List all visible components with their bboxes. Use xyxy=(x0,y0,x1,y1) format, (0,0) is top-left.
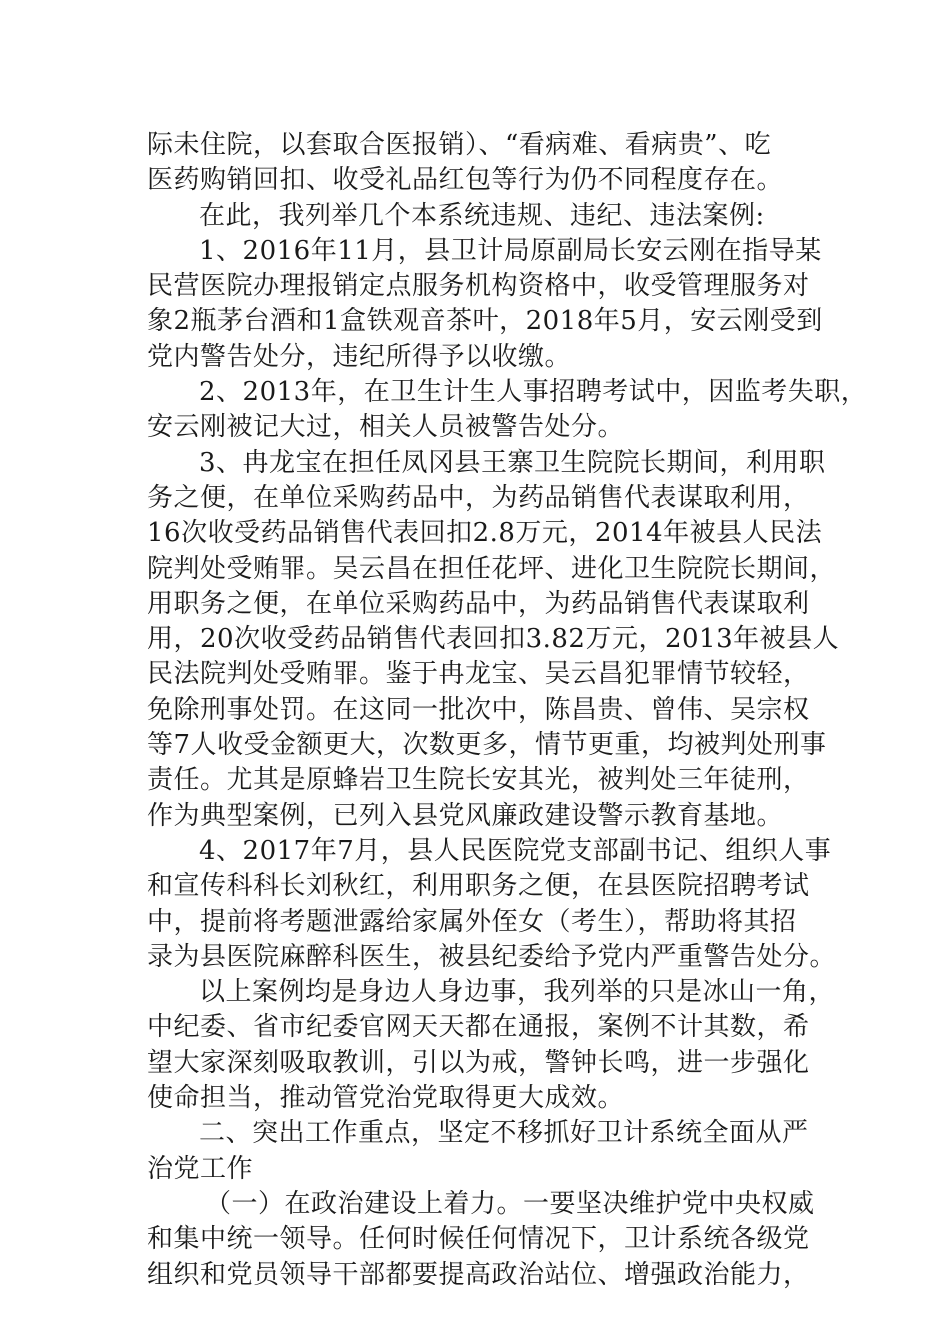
section-heading-line: 二、突出工作重点，坚定不移抓好卫计系统全面从严 xyxy=(199,1118,809,1149)
text-line: 望大家深刻吸取教训，引以为戒，警钟长鸣，进一步强化 xyxy=(147,1047,810,1078)
text-line: 党内警告处分，违纪所得予以收缴。 xyxy=(147,341,572,372)
text-line: 中纪委、省市纪委官网天天都在通报，案例不计其数，希 xyxy=(147,1012,810,1043)
text-line: 民营医院办理报销定点服务机构资格中，收受管理服务对 xyxy=(147,271,810,302)
case-3-line: 3、冉龙宝在担任凤冈县王寨卫生院院长期间，利用职 xyxy=(199,447,826,478)
text-line: 16次收受药品销售代表回扣2.8万元，2014年被县人民法 xyxy=(147,518,823,549)
case-2-line: 2、2013年，在卫生计生人事招聘考试中，因监考失职， xyxy=(199,377,868,408)
summary-line: 以上案例均是身边人身边事，我列举的只是冰山一角， xyxy=(199,977,836,1008)
subsection-heading-line: （一）在政治建设上着力。一要坚决维护党中央权威 xyxy=(205,1188,815,1219)
case-4-line: 4、2017年7月，县人民医院党支部副书记、组织人事 xyxy=(199,835,832,866)
body-text xyxy=(147,128,868,1293)
text-line: 组织和党员领导干部都要提高政治站位、增强政治能力， xyxy=(147,1259,810,1290)
text-line: 用职务之便，在单位采购药品中，为药品销售代表谋取利 xyxy=(147,588,810,619)
text-line: 录为县医院麻醉科医生，被县纪委给予党内严重警告处分。 xyxy=(147,941,837,972)
text-line: 和宣传科科长刘秋红，利用职务之便，在县医院招聘考试 xyxy=(147,871,810,902)
text-line: 用，20次收受药品销售代表回扣3.82万元，2013年被县人 xyxy=(147,624,840,655)
text-line: 安云刚被记大过，相关人员被警告处分。 xyxy=(147,412,625,443)
text-line: 象2瓶茅台酒和1盒铁观音茶叶，2018年5月，安云刚受到 xyxy=(147,306,823,337)
text-line: 务之便，在单位采购药品中，为药品销售代表谋取利用， xyxy=(147,482,810,513)
text-line: 际未住院，以套取合医报销）、“看病难、看病贵”、吃 xyxy=(147,130,772,160)
text-line: 院判处受贿罪。吴云昌在担任花坪、进化卫生院院长期间， xyxy=(147,553,837,584)
text-line: 使命担当，推动管党治党取得更大成效。 xyxy=(147,1083,625,1114)
text-line: 责任。尤其是原蜂岩卫生院长安其光，被判处三年徒刑， xyxy=(147,765,810,796)
text-line: 免除刑事处罚。在这同一批次中，陈昌贵、曾伟、吴宗权 xyxy=(147,694,810,725)
text-line: 民法院判处受贿罪。鉴于冉龙宝、吴云昌犯罪情节较轻， xyxy=(147,659,810,690)
section-heading-line: 治党工作 xyxy=(147,1153,254,1184)
text-line: 医药购销回扣、收受礼品红包等行为仍不同程度存在。 xyxy=(147,165,784,196)
text-line: 作为典型案例，已列入县党风廉政建设警示教育基地。 xyxy=(147,800,784,831)
text-line: 和集中统一领导。任何时候任何情况下，卫计系统各级党 xyxy=(147,1224,810,1255)
text-line: 等7人收受金额更大，次数更多，情节更重，均被判处刑事 xyxy=(147,730,827,761)
paragraph-intro-line: 在此，我列举几个本系统违规、违纪、违法案例: xyxy=(199,200,765,231)
text-line: 中，提前将考题泄露给家属外侄女（考生），帮助将其招 xyxy=(147,906,797,937)
case-1-line: 1、2016年11月，县卫计局原副局长安云刚在指导某 xyxy=(199,235,822,266)
